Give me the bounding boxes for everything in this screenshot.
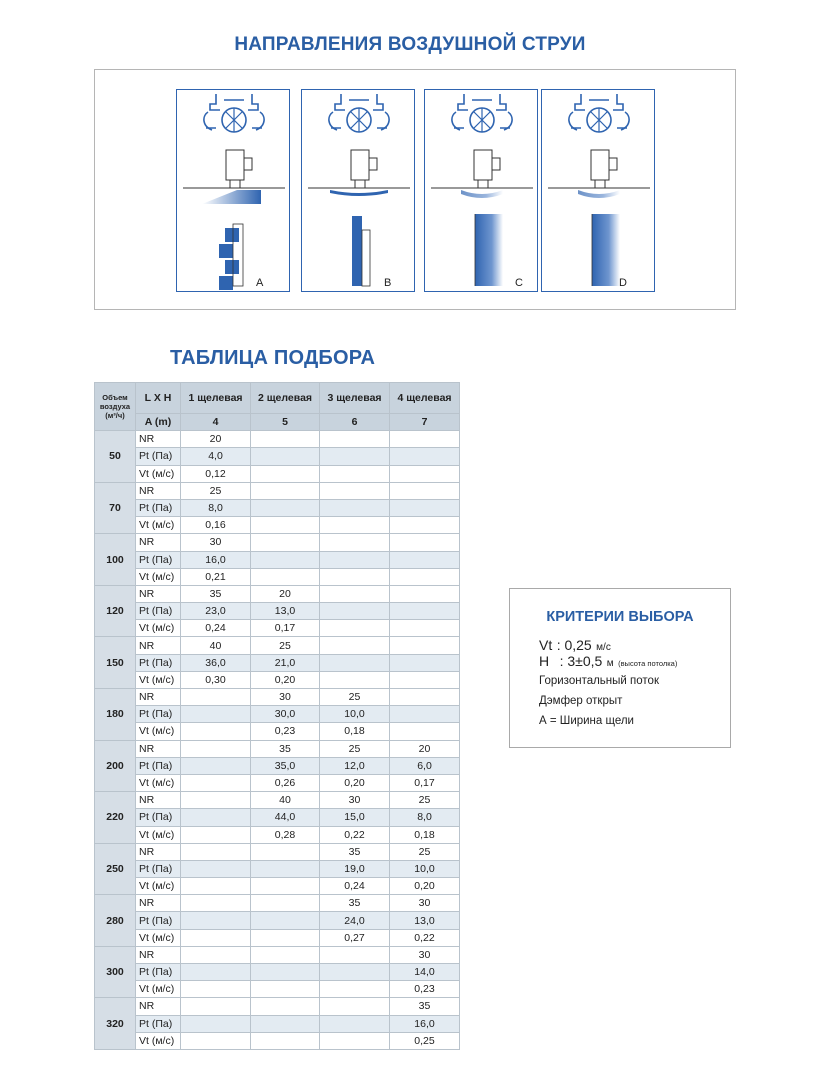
parameter-label-cell: Pt (Па) (136, 448, 181, 465)
value-cell (251, 482, 320, 499)
section-title-air-directions: НАПРАВЛЕНИЯ ВОЗДУШНОЙ СТРУИ (234, 34, 586, 55)
criteria-h-value: : 3±0,5 (559, 653, 603, 669)
parameter-label-cell: NR (136, 689, 181, 706)
value-cell (251, 860, 320, 877)
parameter-label-cell: NR (136, 482, 181, 499)
table-row (95, 671, 460, 688)
value-cell: 0,27 (320, 929, 390, 946)
parameter-label-cell: NR (136, 843, 181, 860)
value-cell (390, 448, 460, 465)
header-width-3: 6 (320, 414, 390, 431)
parameter-label-cell: Pt (Па) (136, 551, 181, 568)
value-cell (181, 929, 251, 946)
value-cell (390, 603, 460, 620)
value-cell: 44,0 (251, 809, 320, 826)
table-row (95, 448, 460, 465)
value-cell: 35,0 (251, 757, 320, 774)
parameter-label-cell: NR (136, 740, 181, 757)
air-pattern-panel-b (301, 89, 415, 292)
value-cell (251, 1032, 320, 1049)
parameter-label-cell: Vt (м/с) (136, 929, 181, 946)
table-row (95, 568, 460, 585)
value-cell (390, 689, 460, 706)
air-volume-cell: 200 (95, 740, 136, 792)
value-cell: 0,17 (251, 620, 320, 637)
parameter-label-cell: Vt (м/с) (136, 1032, 181, 1049)
parameter-label-cell: Pt (Па) (136, 809, 181, 826)
value-cell (320, 534, 390, 551)
value-cell (181, 843, 251, 860)
parameter-label-cell: Pt (Па) (136, 912, 181, 929)
table-body (95, 431, 460, 1050)
table-row (95, 534, 460, 551)
table-row (95, 499, 460, 516)
table-row (95, 809, 460, 826)
parameter-label-cell: Pt (Па) (136, 499, 181, 516)
value-cell (181, 774, 251, 791)
value-cell: 8,0 (390, 809, 460, 826)
value-cell: 25 (320, 689, 390, 706)
criteria-vt-label: Vt (539, 637, 553, 653)
value-cell (181, 689, 251, 706)
parameter-label-cell: Pt (Па) (136, 860, 181, 877)
value-cell (251, 431, 320, 448)
value-cell: 6,0 (390, 757, 460, 774)
value-cell (320, 1015, 390, 1032)
value-cell (320, 482, 390, 499)
value-cell: 0,23 (251, 723, 320, 740)
value-cell (390, 654, 460, 671)
value-cell (390, 551, 460, 568)
value-cell (181, 706, 251, 723)
parameter-label-cell: Vt (м/с) (136, 465, 181, 482)
parameter-label-cell: Vt (м/с) (136, 981, 181, 998)
value-cell (181, 792, 251, 809)
value-cell: 0,25 (390, 1032, 460, 1049)
table-row (95, 998, 460, 1015)
value-cell (181, 809, 251, 826)
value-cell: 0,16 (181, 517, 251, 534)
value-cell: 0,24 (181, 620, 251, 637)
diffuser-vertical-jet-icon (542, 90, 656, 293)
parameter-label-cell: Pt (Па) (136, 757, 181, 774)
value-cell: 0,20 (251, 671, 320, 688)
parameter-label-cell: NR (136, 534, 181, 551)
value-cell: 0,18 (390, 826, 460, 843)
value-cell: 16,0 (181, 551, 251, 568)
table-row (95, 723, 460, 740)
panel-letter-a: A (256, 277, 264, 289)
air-pattern-panel-d (541, 89, 655, 292)
value-cell (320, 964, 390, 981)
value-cell: 0,23 (390, 981, 460, 998)
table-row (95, 551, 460, 568)
value-cell: 16,0 (390, 1015, 460, 1032)
table-row (95, 757, 460, 774)
air-volume-cell: 220 (95, 792, 136, 844)
air-volume-cell: 250 (95, 843, 136, 895)
value-cell: 13,0 (251, 603, 320, 620)
value-cell (251, 878, 320, 895)
table-row (95, 1032, 460, 1049)
value-cell (390, 465, 460, 482)
value-cell (181, 946, 251, 963)
table-row (95, 964, 460, 981)
table-row (95, 637, 460, 654)
value-cell: 30 (390, 895, 460, 912)
value-cell: 25 (181, 482, 251, 499)
value-cell: 0,21 (181, 568, 251, 585)
value-cell: 0,26 (251, 774, 320, 791)
table-row (95, 792, 460, 809)
value-cell (181, 912, 251, 929)
value-cell: 0,24 (320, 878, 390, 895)
table-row (95, 654, 460, 671)
air-pattern-panel-c (424, 89, 538, 292)
value-cell: 35 (390, 998, 460, 1015)
diffuser-split-jet-icon (177, 90, 291, 293)
panel-letter-b: B (384, 277, 392, 289)
table-row (95, 774, 460, 791)
table-row (95, 585, 460, 602)
value-cell (320, 603, 390, 620)
air-volume-cell: 320 (95, 998, 136, 1050)
parameter-label-cell: Vt (м/с) (136, 671, 181, 688)
value-cell: 25 (320, 740, 390, 757)
value-cell: 15,0 (320, 809, 390, 826)
table-row (95, 878, 460, 895)
value-cell (181, 757, 251, 774)
selection-table (94, 382, 460, 1050)
air-volume-cell: 100 (95, 534, 136, 586)
parameter-label-cell: NR (136, 637, 181, 654)
value-cell: 19,0 (320, 860, 390, 877)
value-cell (390, 534, 460, 551)
value-cell: 25 (251, 637, 320, 654)
parameter-label-cell: Pt (Па) (136, 654, 181, 671)
value-cell (181, 964, 251, 981)
parameter-label-cell: Vt (м/с) (136, 878, 181, 895)
value-cell: 20 (390, 740, 460, 757)
parameter-label-cell: NR (136, 895, 181, 912)
value-cell: 30 (181, 534, 251, 551)
header-col-1: 1 щелевая (181, 383, 251, 414)
value-cell: 0,20 (390, 878, 460, 895)
value-cell: 30 (390, 946, 460, 963)
table-row (95, 517, 460, 534)
header-air-volume: Объем воздуха (м³/ч) (95, 383, 136, 431)
value-cell: 35 (251, 740, 320, 757)
criteria-flow: Горизонтальный поток (539, 675, 659, 687)
parameter-label-cell: Vt (м/с) (136, 723, 181, 740)
parameter-label-cell: Pt (Па) (136, 706, 181, 723)
value-cell: 20 (181, 431, 251, 448)
value-cell (390, 568, 460, 585)
value-cell: 23,0 (181, 603, 251, 620)
criteria-vt-value: : 0,25 (556, 637, 592, 653)
value-cell (181, 895, 251, 912)
diffuser-vertical-jet-icon (425, 90, 539, 293)
table-row (95, 689, 460, 706)
table-row (95, 826, 460, 843)
parameter-label-cell: NR (136, 998, 181, 1015)
table-row (95, 946, 460, 963)
value-cell: 30 (320, 792, 390, 809)
parameter-label-cell: NR (136, 431, 181, 448)
value-cell (320, 568, 390, 585)
value-cell (320, 551, 390, 568)
value-cell: 0,30 (181, 671, 251, 688)
value-cell (251, 517, 320, 534)
value-cell (320, 448, 390, 465)
air-volume-cell: 300 (95, 946, 136, 998)
value-cell: 25 (390, 843, 460, 860)
table-row (95, 929, 460, 946)
value-cell (390, 620, 460, 637)
parameter-label-cell: NR (136, 792, 181, 809)
value-cell: 20 (251, 585, 320, 602)
value-cell: 10,0 (390, 860, 460, 877)
value-cell (251, 843, 320, 860)
air-volume-cell: 50 (95, 431, 136, 483)
value-cell: 0,22 (320, 826, 390, 843)
value-cell (320, 499, 390, 516)
selection-criteria-box (509, 588, 731, 748)
table-row (95, 620, 460, 637)
value-cell (251, 465, 320, 482)
value-cell (320, 637, 390, 654)
value-cell (181, 740, 251, 757)
header-width-1: 4 (181, 414, 251, 431)
value-cell (251, 499, 320, 516)
value-cell (251, 534, 320, 551)
value-cell (320, 654, 390, 671)
value-cell: 40 (181, 637, 251, 654)
parameter-label-cell: Vt (м/с) (136, 826, 181, 843)
criteria-h-unit: м (606, 658, 614, 669)
value-cell (390, 706, 460, 723)
value-cell (181, 878, 251, 895)
value-cell: 24,0 (320, 912, 390, 929)
criteria-vt-unit: м/с (596, 642, 611, 653)
value-cell (251, 568, 320, 585)
value-cell: 0,22 (390, 929, 460, 946)
value-cell (181, 1032, 251, 1049)
value-cell (390, 482, 460, 499)
value-cell: 21,0 (251, 654, 320, 671)
value-cell (390, 723, 460, 740)
parameter-label-cell: Vt (м/с) (136, 774, 181, 791)
table-row (95, 912, 460, 929)
parameter-label-cell: Vt (м/с) (136, 620, 181, 637)
parameter-label-cell: Pt (Па) (136, 964, 181, 981)
table-row (95, 431, 460, 448)
value-cell (320, 465, 390, 482)
value-cell (390, 517, 460, 534)
value-cell (251, 448, 320, 465)
header-col-3: 3 щелевая (320, 383, 390, 414)
table-row (95, 981, 460, 998)
value-cell (390, 585, 460, 602)
value-cell (251, 895, 320, 912)
value-cell (390, 431, 460, 448)
value-cell: 0,28 (251, 826, 320, 843)
section-title-selection-table: ТАБЛИЦА ПОДБОРА (170, 347, 376, 369)
value-cell: 36,0 (181, 654, 251, 671)
air-volume-cell: 120 (95, 585, 136, 637)
value-cell: 0,20 (320, 774, 390, 791)
parameter-label-cell: Pt (Па) (136, 603, 181, 620)
value-cell (251, 946, 320, 963)
value-cell (181, 826, 251, 843)
value-cell (390, 499, 460, 516)
value-cell: 0,17 (390, 774, 460, 791)
value-cell (320, 431, 390, 448)
value-cell: 8,0 (181, 499, 251, 516)
value-cell (390, 637, 460, 654)
value-cell (390, 671, 460, 688)
air-volume-cell: 180 (95, 689, 136, 741)
table-row (95, 603, 460, 620)
air-volume-cell: 150 (95, 637, 136, 689)
parameter-label-cell: Vt (м/с) (136, 568, 181, 585)
value-cell: 12,0 (320, 757, 390, 774)
value-cell (251, 964, 320, 981)
air-volume-cell: 70 (95, 482, 136, 534)
value-cell: 40 (251, 792, 320, 809)
value-cell (320, 620, 390, 637)
value-cell: 4,0 (181, 448, 251, 465)
value-cell (181, 860, 251, 877)
value-cell (251, 998, 320, 1015)
value-cell: 25 (390, 792, 460, 809)
header-width-4: 7 (390, 414, 460, 431)
header-col-2: 2 щелевая (251, 383, 320, 414)
criteria-h-label: H (539, 653, 550, 669)
value-cell (320, 1032, 390, 1049)
parameter-label-cell: NR (136, 585, 181, 602)
value-cell (320, 517, 390, 534)
parameter-label-cell: Vt (м/с) (136, 517, 181, 534)
value-cell: 13,0 (390, 912, 460, 929)
value-cell: 35 (181, 585, 251, 602)
criteria-slot-width: А = Ширина щели (539, 715, 634, 727)
value-cell (181, 723, 251, 740)
parameter-label-cell: NR (136, 946, 181, 963)
criteria-title: КРИТЕРИИ ВЫБОРА (546, 609, 694, 625)
table-row (95, 860, 460, 877)
table-row (95, 465, 460, 482)
value-cell (181, 998, 251, 1015)
parameter-label-cell: Pt (Па) (136, 1015, 181, 1032)
table-row (95, 706, 460, 723)
value-cell (181, 981, 251, 998)
air-volume-cell: 280 (95, 895, 136, 947)
value-cell: 10,0 (320, 706, 390, 723)
value-cell: 35 (320, 843, 390, 860)
criteria-h-line (539, 653, 677, 671)
value-cell (320, 981, 390, 998)
value-cell (320, 671, 390, 688)
value-cell: 35 (320, 895, 390, 912)
table-row (95, 482, 460, 499)
value-cell (251, 1015, 320, 1032)
table-row (95, 1015, 460, 1032)
table-row (95, 895, 460, 912)
value-cell (320, 585, 390, 602)
value-cell (320, 998, 390, 1015)
value-cell (251, 929, 320, 946)
value-cell: 30 (251, 689, 320, 706)
panel-letter-c: C (515, 277, 523, 289)
value-cell (181, 1015, 251, 1032)
header-a-m: A (m) (136, 414, 181, 431)
criteria-h-note: (высота потолка) (618, 659, 678, 668)
header-lxh: L X H (136, 383, 181, 414)
panel-letter-d: D (619, 277, 627, 289)
value-cell (251, 912, 320, 929)
value-cell (251, 981, 320, 998)
diffuser-one-side-jet-icon (302, 90, 416, 293)
air-pattern-panel-a (176, 89, 290, 292)
criteria-damper: Дэмфер открыт (539, 695, 623, 707)
value-cell: 14,0 (390, 964, 460, 981)
value-cell: 0,18 (320, 723, 390, 740)
value-cell: 0,12 (181, 465, 251, 482)
value-cell (320, 946, 390, 963)
value-cell: 30,0 (251, 706, 320, 723)
table-row (95, 740, 460, 757)
header-width-2: 5 (251, 414, 320, 431)
header-col-4: 4 щелевая (390, 383, 460, 414)
value-cell (251, 551, 320, 568)
table-row (95, 843, 460, 860)
